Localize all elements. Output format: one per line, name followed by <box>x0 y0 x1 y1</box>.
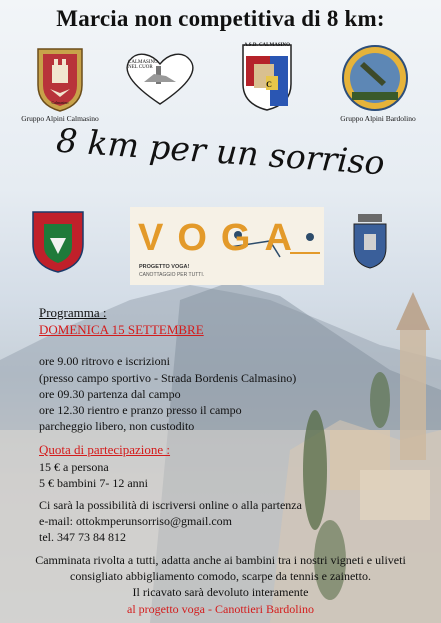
voga-banner <box>130 207 324 285</box>
contact-email[interactable]: e-mail: ottokmperunsorriso@gmail.com <box>39 514 233 528</box>
program-line: ore 9.00 ritrovo e iscrizioni <box>39 354 170 368</box>
bardolino-caption: Gruppo Alpini Bardolino <box>340 114 416 123</box>
footer-line: Il ricavato sarà devoluto interamente <box>132 585 309 599</box>
fee-adult: 15 € a persona <box>39 460 109 474</box>
signup-info: Ci sarà la possibilità di iscriversi online o alla partenza <box>39 498 302 512</box>
program-line: (presso campo sportivo - Strada Bordenis Calmasino) <box>39 371 297 385</box>
footer-line: Camminata rivolta a tutti, adatta anche ai bambini tra i nostri vigneti e uliveti <box>35 553 406 567</box>
fee-children: 5 € bambini 7- 12 anni <box>39 476 148 490</box>
red-green-shield-icon <box>30 208 86 274</box>
calmasino-caption: Gruppo Alpini Calmasino <box>21 114 99 123</box>
calmasino-inner-label: Calmasino <box>51 100 69 105</box>
heart-logo-text: CALMASINO NEL CUOR <box>128 60 158 70</box>
event-date: DOMENICA 15 SETTEMBRE <box>39 322 204 337</box>
asd-logo-label: A.S.D. CALMASINO <box>243 43 291 48</box>
heart-logo-icon <box>120 48 200 108</box>
footer-line-highlight: al progetto voga - Canottieri Bardolino <box>127 602 314 616</box>
asd-logo-letter: C <box>266 80 272 89</box>
fee-heading: Quota di partecipazione : <box>39 442 171 457</box>
alpini-bardolino-logo-icon <box>340 42 410 114</box>
program-line: parcheggio libero, non custodito <box>39 419 195 433</box>
slogan-heading: 8 km per un sorriso <box>55 120 386 183</box>
footer-line: consigliato abbigliamento comodo, scarpe da tennis e zainetto. <box>70 569 371 583</box>
program-line: ore 09.30 partenza dal campo <box>39 387 181 401</box>
page-title: Marcia non competitiva di 8 km: <box>56 6 385 31</box>
voga-subtitle: PROGETTO VOGA! <box>139 264 190 270</box>
voga-wordmark: VOGA <box>138 217 306 259</box>
asd-calmasino-shield-icon <box>240 42 294 112</box>
program-line: ore 12.30 rientro e pranzo presso il campo <box>39 403 242 417</box>
town-crest-icon <box>350 212 390 270</box>
contact-phone[interactable]: tel. 347 73 84 812 <box>39 530 126 544</box>
program-heading: Programma : <box>39 305 107 320</box>
voga-tagline: CANOTTAGGIO PER TUTTI. <box>139 272 205 278</box>
